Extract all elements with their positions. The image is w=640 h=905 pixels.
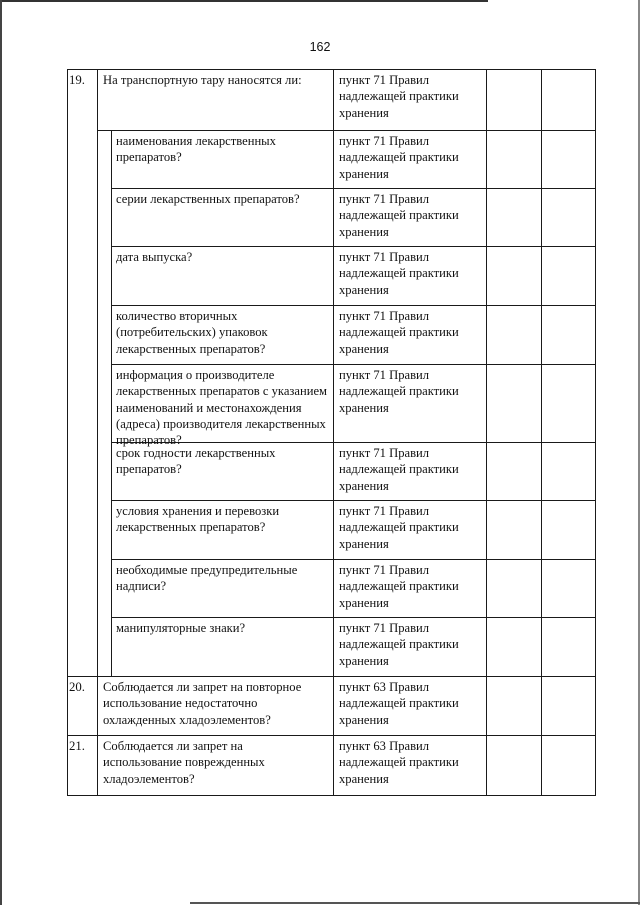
question-text: условия хранения и перевозки лекарственных препаратов? <box>116 504 280 535</box>
row-divider <box>111 500 596 501</box>
row-divider <box>111 305 596 306</box>
row-divider <box>97 130 596 131</box>
reference-text: пункт 63 Правил надлежащей практики хранения <box>339 739 459 786</box>
row-divider <box>111 246 596 247</box>
row-number: 21. <box>69 739 85 753</box>
column-divider-num <box>97 69 98 796</box>
row-divider <box>67 676 596 677</box>
row-divider <box>111 188 596 189</box>
reference-text: пункт 71 Правил надлежащей практики хранения <box>339 309 459 356</box>
question-text: информация о производителе лекарственных препаратов с указанием наименований и местонахождения (адреса) производителя лекарственных препаратов? <box>116 368 328 448</box>
subitem-indent-line <box>111 130 112 676</box>
reference-text: пункт 63 Правил надлежащей практики хранения <box>339 680 459 727</box>
question-text: необходимые предупредительные надписи? <box>116 563 298 594</box>
reference-text: пункт 71 Правил надлежащей практики хранения <box>339 250 459 297</box>
reference-text: пункт 71 Правил надлежащей практики хранения <box>339 446 459 493</box>
question-text: количество вторичных (потребительских) упаковок лекарственных препаратов? <box>116 309 268 356</box>
reference-text: пункт 71 Правил надлежащей практики хранения <box>339 192 459 239</box>
table-border-top <box>67 69 596 70</box>
column-divider-question <box>333 69 334 796</box>
reference-text: пункт 71 Правил надлежащей практики хранения <box>339 134 459 181</box>
reference-text: пункт 71 Правил надлежащей практики хранения <box>339 563 459 610</box>
row-divider <box>67 735 596 736</box>
table-border-right <box>595 69 596 796</box>
reference-text: пункт 71 Правил надлежащей практики хранения <box>339 621 459 668</box>
page-number: 162 <box>309 40 331 54</box>
question-text: наименования лекарственных препаратов? <box>116 134 276 165</box>
row-number: 20. <box>69 680 85 694</box>
reference-text: пункт 71 Правил надлежащей практики хранения <box>339 73 459 120</box>
question-text: дата выпуска? <box>116 250 193 264</box>
reference-text: пункт 71 Правил надлежащей практики хранения <box>339 504 459 551</box>
row-divider <box>111 617 596 618</box>
reference-text: пункт 71 Правил надлежащей практики хранения <box>339 368 459 415</box>
row-divider <box>111 364 596 365</box>
question-text: серии лекарственных препаратов? <box>116 192 300 206</box>
question-text: срок годности лекарственных препаратов? <box>116 446 276 477</box>
question-text: Соблюдается ли запрет на использование поврежденных хладоэлементов? <box>103 739 265 786</box>
question-text: На транспортную тару наносятся ли: <box>103 73 302 87</box>
question-text: манипуляторные знаки? <box>116 621 246 635</box>
row-divider <box>111 559 596 560</box>
column-divider-answer <box>541 69 542 796</box>
row-number: 19. <box>69 73 85 87</box>
question-text: Соблюдается ли запрет на повторное использование недостаточно охлажденных хладоэлементов? <box>103 680 302 727</box>
table-border-bottom <box>67 795 596 796</box>
